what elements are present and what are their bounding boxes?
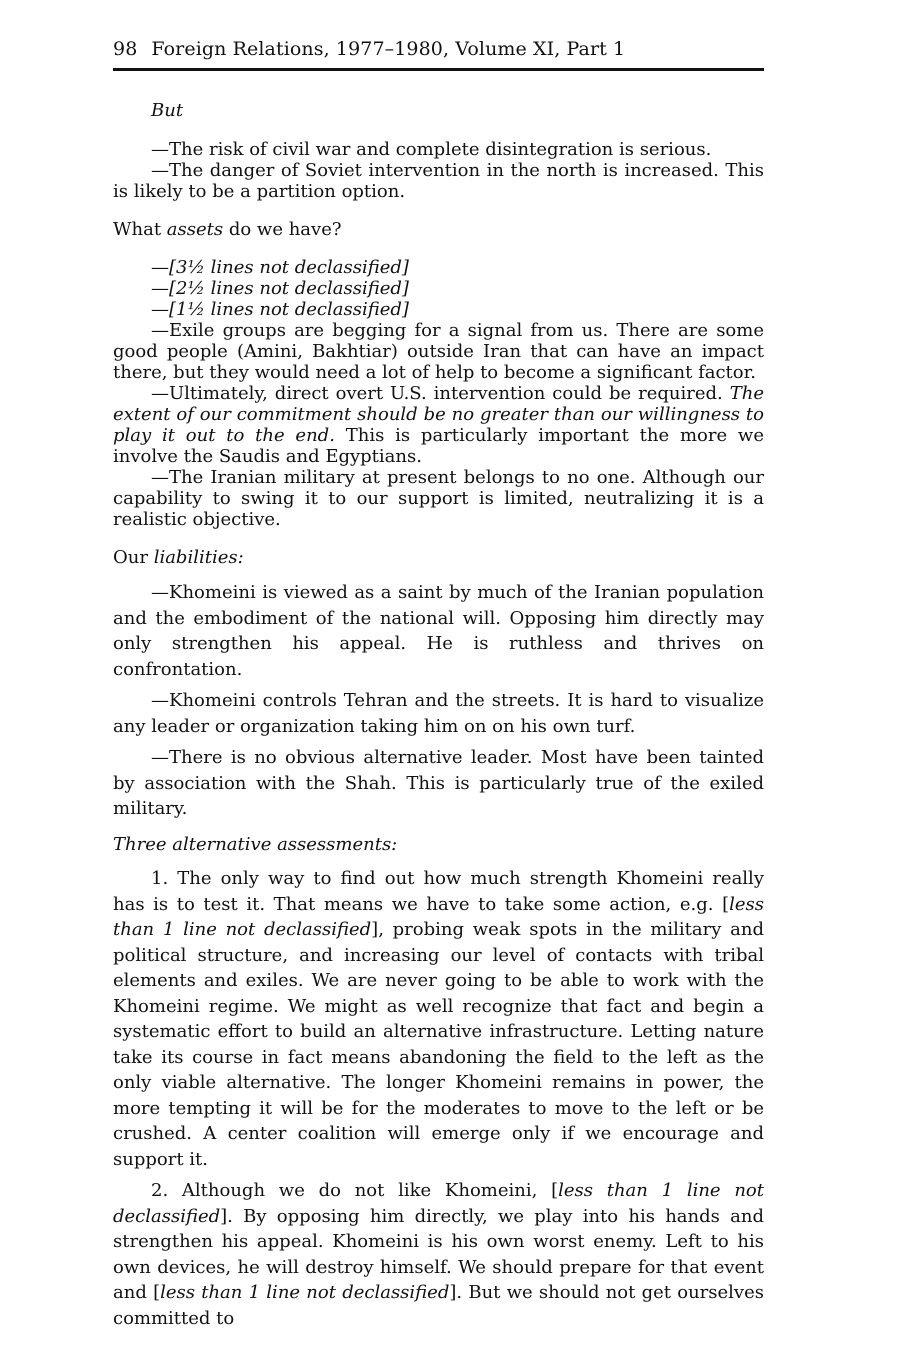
p2-c: ]. But we should not get ourselves committed to — [113, 1282, 764, 1329]
p1-a: 1. The only way to find out how much strength Khomeini really has is to test it. That means we have to take some action, e.g. [ — [113, 868, 764, 915]
p2-a: 2. Although we do not like Khomeini, [ — [151, 1180, 559, 1201]
assessment-2 — [113, 1178, 764, 1331]
exile-paragraph: —Exile groups are begging for a signal from us. There are some good people (Amini, Bakhtiar) outside Iran that can have an impact there, but they would need a lot of help to become a significant factor. — [113, 320, 764, 383]
assets-question — [113, 219, 764, 240]
ult-post: This is particularly important the more we involve the Saudis and Egyptians. — [113, 425, 764, 467]
assets-pre: What — [113, 219, 167, 240]
p1-b: ], probing weak spots in the military and political structure, and increasing our level of contacts with tribal elements and exiles. We are never going to be able to work with the Khomeini regime. We might as well recognize that fact and begin a systematic effort to build an alternative infrastructure. Letting nature take its course in fact means abandoning the field to the left as the only viable alternative. The longer Khomeini remains in power, the more tempting it will be for the moderates to move to the left or be crushed. A center coalition will emerge only if we encourage and support it. — [113, 919, 765, 1170]
assessment-1 — [113, 866, 764, 1172]
text-block-assets — [113, 100, 764, 568]
risk-line: —The risk of civil war and complete disintegration is serious. — [151, 139, 712, 160]
ultimately-paragraph — [113, 383, 764, 467]
ult-em: The extent of our commitment should be no greater than our willingness to play it out to the end. — [113, 383, 764, 446]
assets-em: assets — [166, 219, 224, 240]
p2-b: ]. By opposing him directly, we play into his hands and strengthen his appeal. Khomeini is his own worst enemy. Left to his own devices, he will destroy himself. We should prepare for that event and [ — [113, 1205, 764, 1303]
liab-pre: Our — [113, 547, 154, 568]
military-paragraph: —The Iranian military at present belongs to no one. Although our capability to swing it to our support is limited, neutralizing it is a realistic objective. — [113, 467, 764, 530]
liabilities-heading — [113, 547, 764, 568]
redacted-1: —[3½ lines not declassified] — [151, 257, 409, 278]
redacted-2: —[2½ lines not declassified] — [151, 278, 409, 299]
header-rule — [113, 68, 764, 71]
p1-em: less than 1 line not declassified — [113, 893, 764, 940]
header-title: Foreign Relations, 1977–1980, Volume XI, Part 1 — [151, 38, 626, 60]
liability-2: —Khomeini controls Tehran and the streets. It is hard to visualize any leader or organization taking him on on his own turf. — [113, 690, 764, 737]
liab-em: liabilities: — [153, 547, 244, 568]
liability-3: —There is no obvious alternative leader. Most have been tainted by association with the Shah. This is particularly true of the exiled military. — [113, 747, 764, 819]
ult-pre: —Ultimately, direct overt U.S. intervention could be required. — [151, 383, 730, 404]
liability-1: —Khomeini is viewed as a saint by much of the Iranian population and the embodiment of the national will. Opposing him directly may only strengthen his appeal. He is ruthless and thrives on confrontation. — [113, 582, 764, 680]
text-block-liabilities — [113, 580, 764, 1331]
assessments-heading: Three alternative assessments: — [113, 833, 398, 855]
redacted-3: —[1½ lines not declassified] — [151, 299, 409, 320]
p2-em2: less than 1 line not declassified — [160, 1282, 450, 1303]
page-number: 98 — [113, 38, 138, 60]
p2-em1: less than 1 line not declassified — [113, 1180, 764, 1227]
but-line: But — [151, 100, 184, 121]
danger-line: —The danger of Soviet intervention in the north is increased. This is likely to be a partition option. — [113, 160, 764, 202]
running-header — [113, 38, 764, 60]
assets-post: do we have? — [223, 219, 342, 240]
